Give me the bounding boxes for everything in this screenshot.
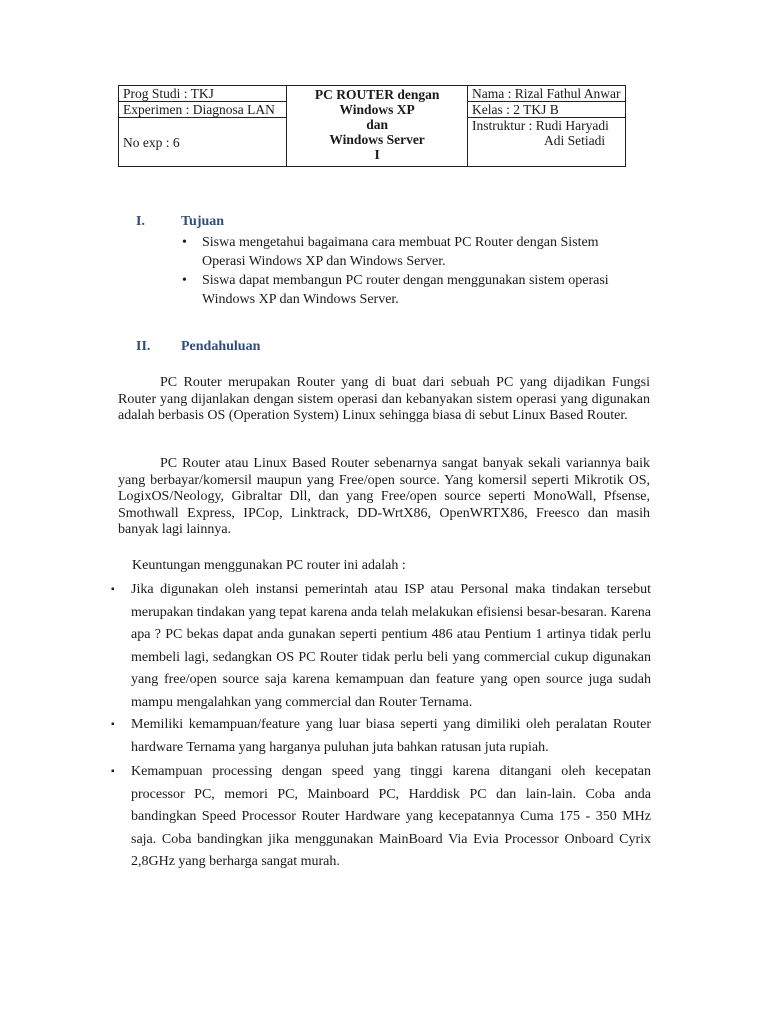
instruktur-line-2: Adi Setiadi (544, 133, 606, 148)
bullet-icon: • (182, 273, 187, 288)
title-line: dan (366, 117, 389, 132)
title-line: I (374, 147, 380, 162)
title-cell (287, 86, 468, 167)
square-bullet-icon: ▪ (111, 719, 115, 730)
bullet-item (182, 233, 622, 271)
square-bullet-item (111, 714, 651, 759)
bullet-text: Siswa dapat membangun PC router dengan menggunakan sistem operasi Windows XP dan Windows Server. (202, 273, 609, 307)
header-table (118, 85, 626, 167)
square-bullet-text: Memiliki kemampuan/feature yang luar biasa seperti yang dimiliki oleh peralatan Router hardware Ternama yang harganya puluhan juta bahkan ratusan juta rupiah. (131, 717, 651, 755)
paragraph (118, 456, 650, 539)
section-title: Pendahuluan (181, 339, 261, 354)
square-bullet-icon: ▪ (111, 584, 115, 595)
square-bullet-item (111, 579, 651, 714)
title-line: Windows Server (329, 132, 425, 147)
instruktur-line: Instruktur : Rudi Haryadi (472, 118, 609, 133)
bullet-icon: • (182, 235, 187, 250)
square-bullet-item (111, 761, 651, 874)
paragraph-text: PC Router atau Linux Based Router sebenarnya sangat banyak sekali variannya baik yang berbayar/komersil maupun yang Free/open source. Yang komersil seperti Mikrotik OS, LogixOS/Neology, Gibraltar Dll, dan yang Free/open source seperti MonoWall, Pfsense, Smothwall Express, IPCop, Linktrack, DD-WrtX86, OpenWRTX86, Freesco dan masih banyak lagi lainnya. (118, 456, 650, 537)
nama-cell: Nama : Rizal Fathul Anwar (468, 86, 626, 102)
no-exp-cell: No exp : 6 (119, 118, 287, 167)
instruktur-cell (468, 118, 626, 167)
keuntungan-intro: Keuntungan menggunakan PC router ini adalah : (132, 558, 406, 573)
section-title: Tujuan (181, 214, 225, 229)
title-line: Windows XP (339, 102, 415, 117)
bullet-item (182, 271, 622, 309)
section-heading-tujuan (136, 214, 224, 230)
section-heading-pendahuluan (136, 339, 260, 355)
section-number: II. (136, 339, 151, 354)
paragraph-text: PC Router merupakan Router yang di buat dari sebuah PC yang dijadikan Fungsi Router yang dijanlakan dengan sistem operasi dan kebanyakan sistem operasi yang digunakan adalah berbasis OS (Operation System) Linux sehingga biasa di sebut Linux Based Router. (118, 375, 650, 423)
prog-studi-cell: Prog Studi : TKJ (119, 86, 287, 102)
square-bullet-text: Kemampuan processing dengan speed yang tinggi karena ditangani oleh kecepatan processor PC, memori PC, Mainboard PC, Harddisk PC dan lain-lain. Coba anda bandingkan Speed Processor Router Hardware yang kecepatannya Cuma 175 - 350 MHz saja. Coba bandingkan jika menggunakan MainBoard Via Evia Processor Onboard Cyrix 2,8GHz yang berharga sangat murah. (131, 764, 651, 869)
title-line: PC ROUTER dengan (314, 87, 440, 102)
square-bullet-text: Jika digunakan oleh instansi pemerintah atau ISP atau Personal maka tindakan tersebut merupakan tindakan yang tepat karena anda telah melakukan efisiensi besar-besaran. Karena apa ? PC bekas dapat anda gunakan seperti pentium 486 atau Pentium 1 artinya tidak perlu membeli lagi, sedangkan OS PC Router tidak perlu beli yang commercial cukup digunakan yang free/open source saja karena kemampuan dan feature yang open source juga sudah mampu mengalahkan yang commercial dan Router Ternama. (131, 582, 651, 710)
experimen-cell: Experimen : Diagnosa LAN (119, 102, 287, 118)
section-number: I. (136, 214, 145, 229)
square-bullet-icon: ▪ (111, 766, 115, 777)
paragraph (118, 375, 650, 425)
kelas-cell: Kelas : 2 TKJ B (468, 102, 626, 118)
bullet-text: Siswa mengetahui bagaimana cara membuat PC Router dengan Sistem Operasi Windows XP dan Windows Server. (202, 235, 599, 269)
